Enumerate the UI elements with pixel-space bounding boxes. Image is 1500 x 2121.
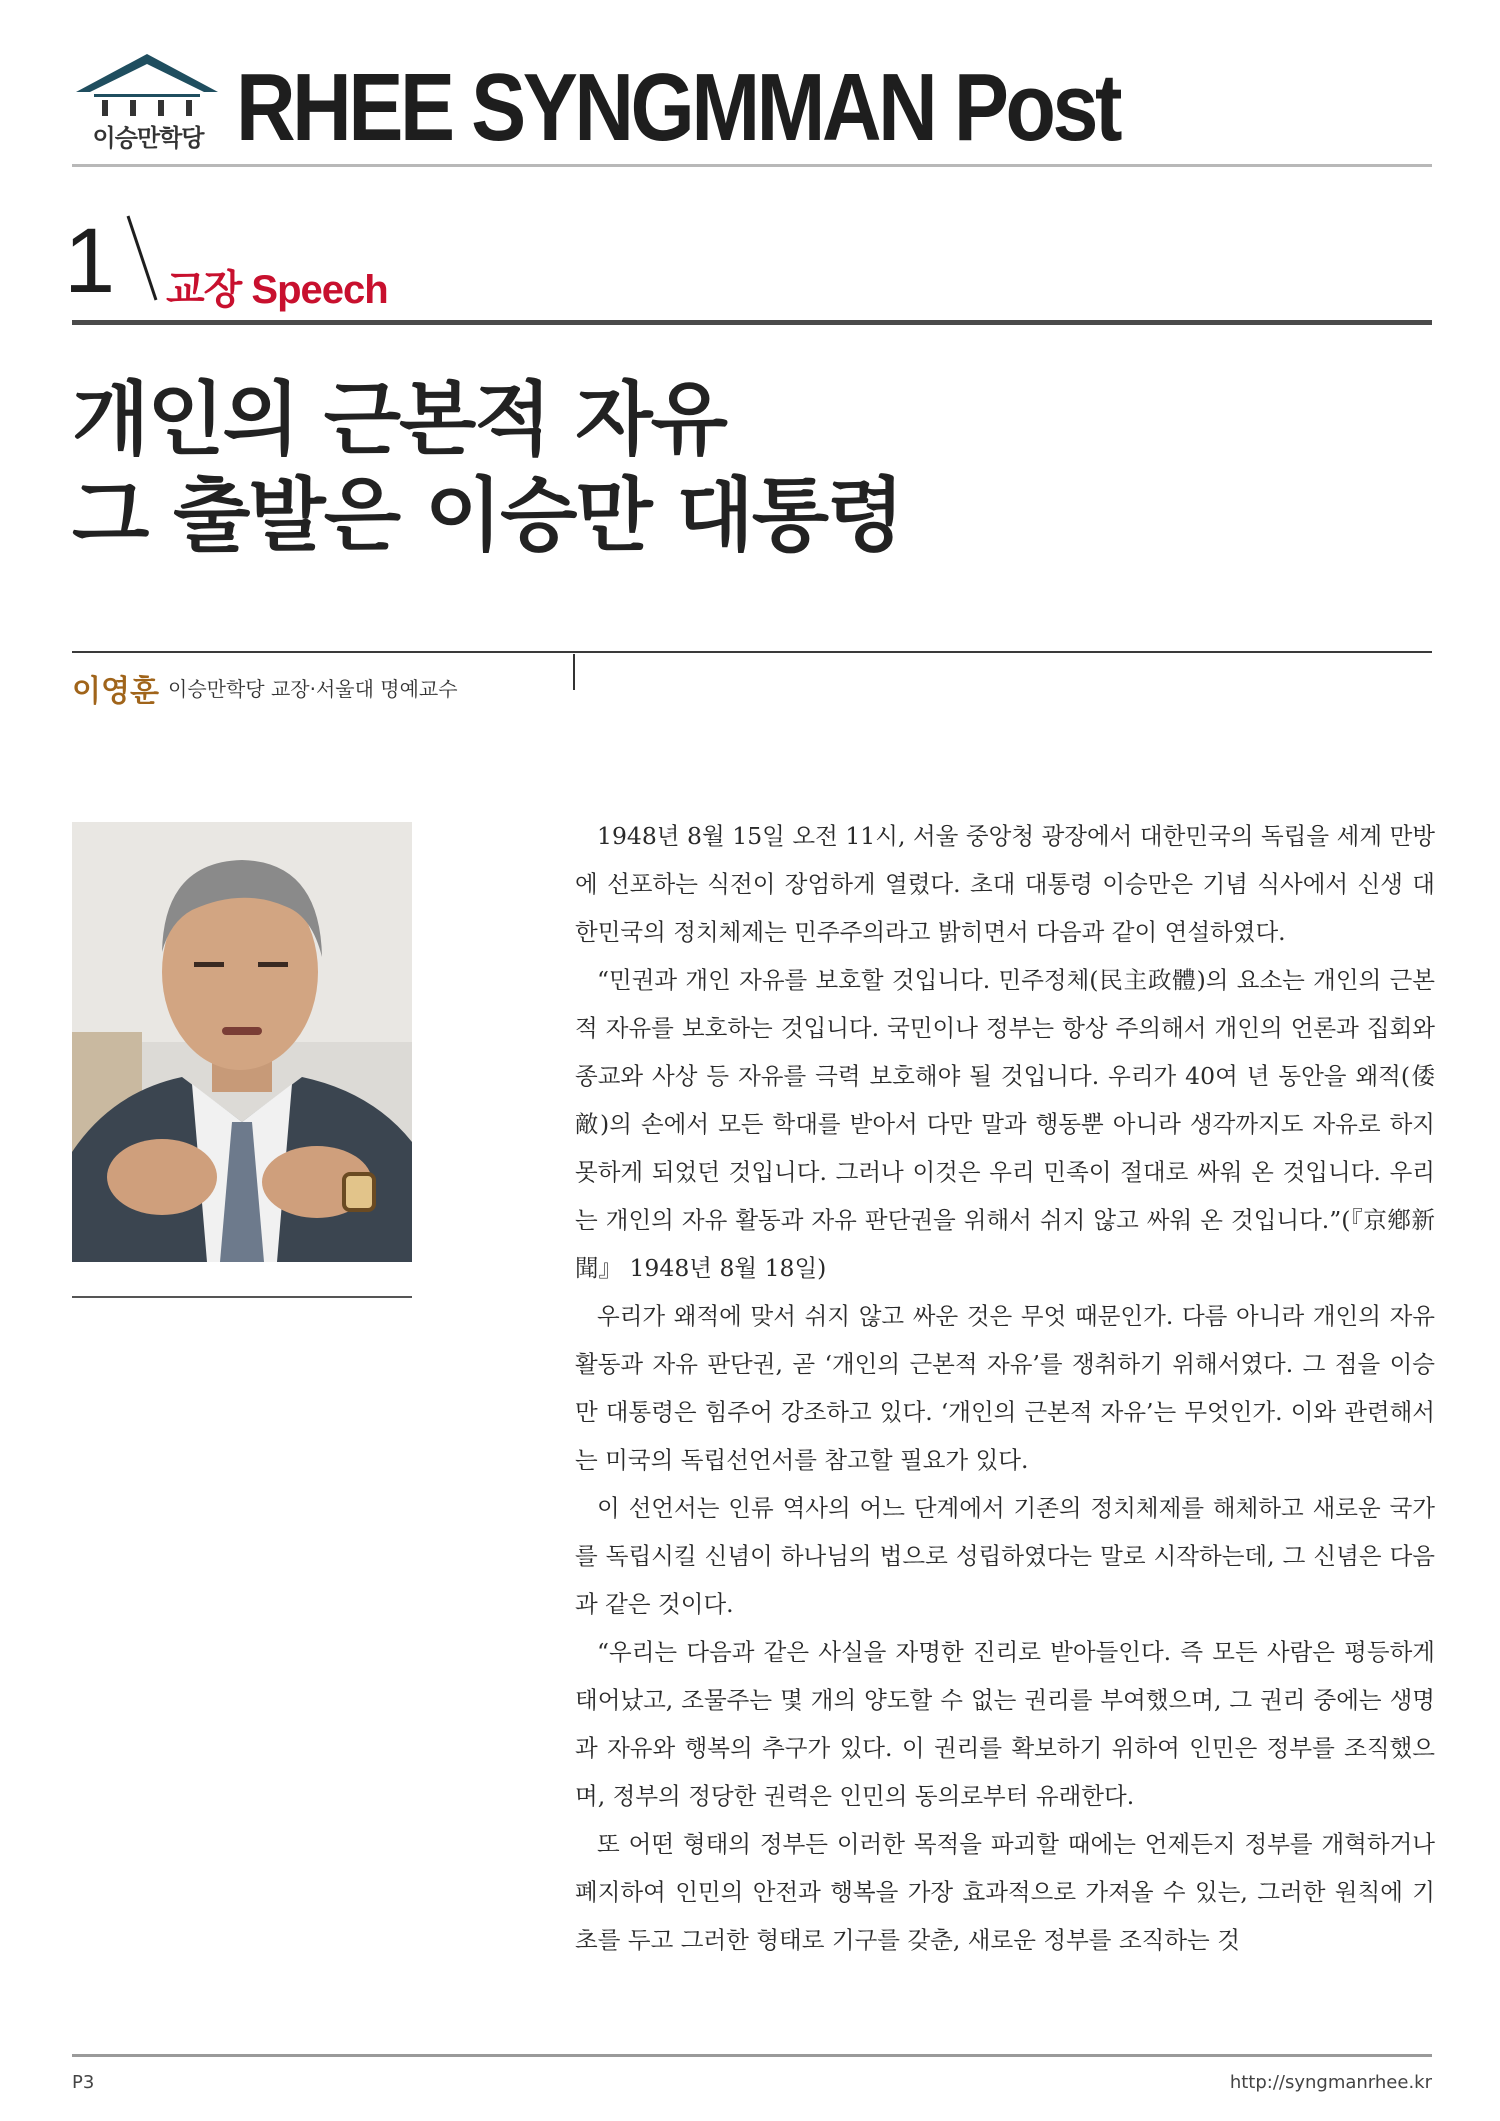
headline (72, 372, 1372, 564)
byline-tick (573, 654, 575, 690)
body-paragraph: “우리는 다음과 같은 사실을 자명한 진리로 받아들인다. 즉 모든 사람은 평등하게 태어났고, 조물주는 몇 개의 양도할 수 없는 권리를 부여했으며, 그 권리 중에는 생명과 자유와 행복의 추구가 있다. 이 권리를 확보하기 위하여 인민은 정부를 조직했으며, 정부의 정당한 권력은 인민의 동의로부터 유래한다. (575, 1638, 1435, 1810)
section-label: 교장 Speech (166, 268, 388, 312)
author-name: 이영훈 (72, 674, 159, 709)
body-paragraph: “민권과 개인 자유를 보호할 것입니다. 민주정체(民主政體)의 요소는 개인의 근본적 자유를 보호하는 것입니다. 국민이나 정부는 항상 주의해서 개인의 언론과 집회와 종교와 사상 등 자유를 극력 보호해야 될 것입니다. 우리가 40여 년 동안을 왜적(倭敵)의 손에서 모든 학대를 받아서 다만 말과 행동뿐 아니라 생각까지도 자유로 하지 못하게 되었던 것입니다. 그러나 이것은 우리 민족이 절대로 싸워 온 것입니다. 우리는 개인의 자유 활동과 자유 판단권을 위해서 쉬지 않고 싸워 온 것입니다.”(『京鄕新聞』 1948년 8월 18일) (575, 966, 1435, 1282)
masthead-title: RHEE SYNGMMAN Post (236, 54, 1120, 161)
body-paragraph: 이 선언서는 인류 역사의 어느 단계에서 기존의 정치체제를 해체하고 새로운 국가를 독립시킬 신념이 하나님의 법으로 성립하였다는 말로 시작하는데, 그 신념은 다음과 같은 것이다. (575, 1494, 1435, 1618)
article-body (575, 812, 1435, 1964)
academy-house-icon (72, 48, 222, 118)
body-paragraph: 우리가 왜적에 맞서 쉬지 않고 싸운 것은 무엇 때문인가. 다름 아니라 개인의 자유 활동과 자유 판단권, 곧 ‘개인의 근본적 자유’를 쟁취하기 위해서였다. 그 점을 이승만 대통령은 힘주어 강조하고 있다. ‘개인의 근본적 자유’는 무엇인가. 이와 관련해서는 미국의 독립선언서를 참고할 필요가 있다. (575, 1302, 1435, 1474)
footer-divider (72, 2054, 1432, 2057)
photo-divider (72, 1296, 412, 1298)
site-url[interactable]: http://syngmanrhee.kr (1229, 2072, 1432, 2093)
page-number: P3 (72, 2072, 95, 2093)
section-number: 1 (64, 210, 112, 312)
section-divider (72, 320, 1432, 325)
headline-line-2: 그 출발은 이승만 대통령 (72, 469, 903, 562)
header-divider (72, 164, 1432, 167)
body-paragraph: 또 어떤 형태의 정부든 이러한 목적을 파괴할 때에는 언제든지 정부를 개혁하거나 폐지하여 인민의 안전과 행복을 가장 효과적으로 가져올 수 있는, 그러한 원칙에 기초를 두고 그러한 형태로 기구를 갖춘, 새로운 정부를 조직하는 것 (575, 1830, 1435, 1954)
logo-text: 이승만학당 (92, 124, 204, 152)
body-paragraph: 1948년 8월 15일 오전 11시, 서울 중앙청 광장에서 대한민국의 독립을 세계 만방에 선포하는 식전이 장엄하게 열렸다. 초대 대통령 이승만은 기념 식사에서 신생 대한민국의 정치체제는 민주주의라고 밝히면서 다음과 같이 연설하였다. (575, 822, 1435, 946)
section-slash-icon (124, 210, 160, 306)
author-title: 이승만학당 교장·서울대 명예교수 (168, 677, 458, 701)
author-photo (72, 822, 412, 1262)
byline-divider (72, 651, 1432, 653)
headline-line-1: 개인의 근본적 자유 (72, 373, 726, 466)
